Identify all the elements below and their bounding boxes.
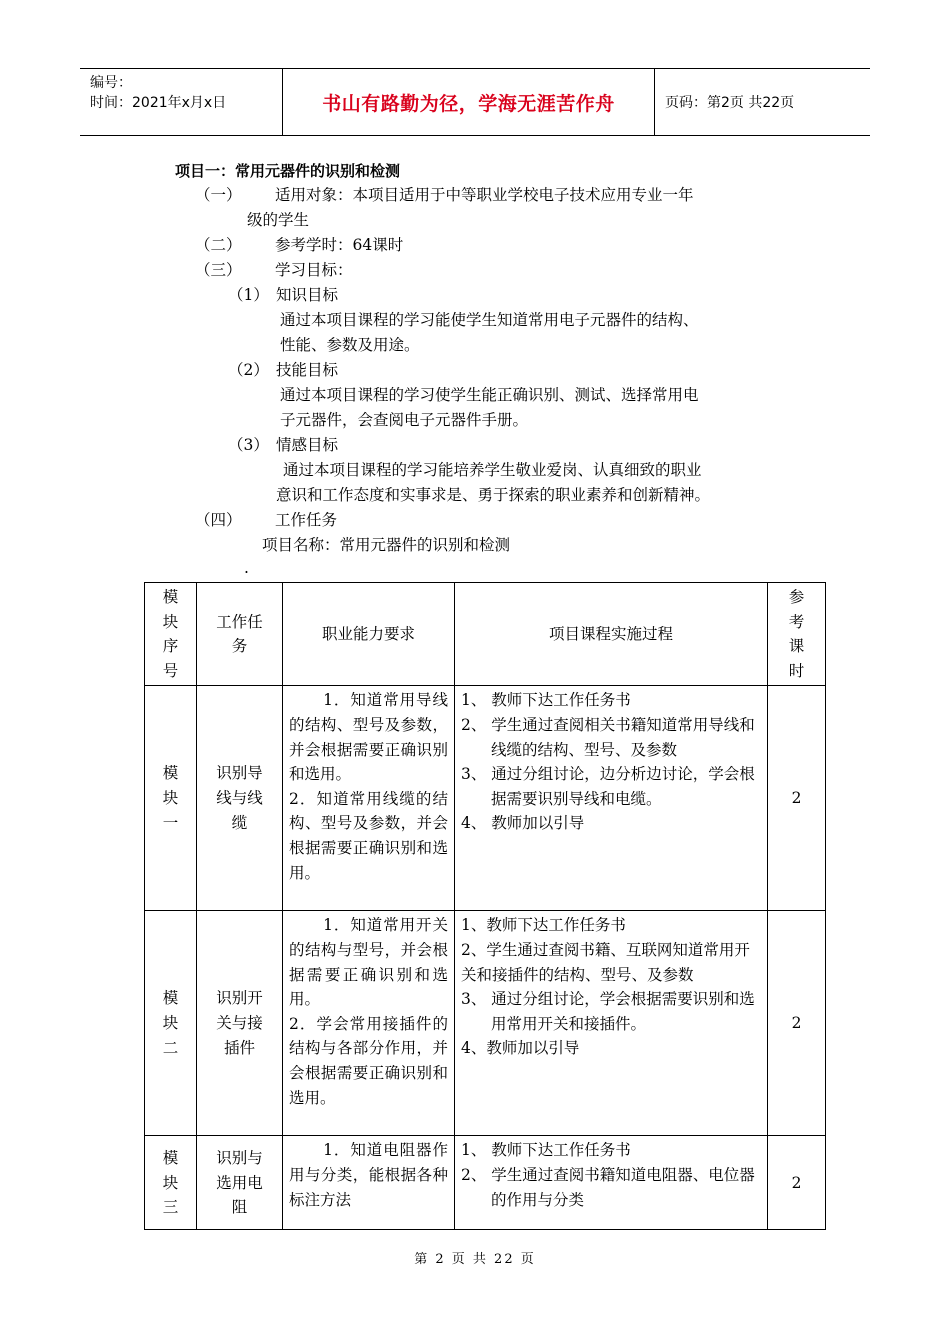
module-char: 一 xyxy=(162,813,179,832)
task-line: 识别导 xyxy=(216,764,263,783)
ability-item: 1．知道常用导线的结构、型号及参数，并会根据需要正确识别和选用。 xyxy=(289,691,448,784)
task-line: 识别开 xyxy=(216,989,263,1008)
module-cell xyxy=(145,686,197,911)
process-cell xyxy=(455,911,768,1136)
section-1 xyxy=(195,183,694,207)
ability-cell xyxy=(283,911,455,1136)
goal-1-title: 知识目标 xyxy=(276,286,339,304)
task-line: 阻 xyxy=(231,1198,248,1217)
goal-3-number: （3） xyxy=(228,436,269,454)
process-step: 4、 教师加以引导 xyxy=(461,814,585,833)
hours-cell: 2 xyxy=(768,686,826,911)
goal-2-line-a: 通过本项目课程的学习使学生能正确识别、测试、选择常用电 xyxy=(280,386,699,404)
process-step: 4、教师加以引导 xyxy=(461,1039,580,1058)
table-row xyxy=(145,911,826,1136)
goal-2-title: 技能目标 xyxy=(276,361,339,379)
doc-time-label: 时间：2021年x月x日 xyxy=(90,95,227,111)
header-hours-3: 课 xyxy=(788,637,805,656)
goal-1-line-a: 通过本项目课程的学习能使学生知道常用电子元器件的结构、 xyxy=(280,311,699,329)
table-row xyxy=(145,686,826,911)
process-step: 2、 学生通过查阅相关书籍知道常用导线和线缆的结构、型号、及参数 xyxy=(461,715,755,759)
task-cell xyxy=(197,911,283,1136)
module-char: 模 xyxy=(162,989,179,1008)
process-step: 2、学生通过查阅书籍、互联网知道常用开关和接插件的结构、型号、及参数 xyxy=(461,940,750,984)
goal-3-line-b: 意识和工作态度和实事求是、勇于探索的职业素养和创新精神。 xyxy=(276,486,711,504)
module-char: 三 xyxy=(162,1198,179,1217)
ability-item: 2．学会常用接插件的结构与各部分作用，并会根据需要正确识别和选用。 xyxy=(289,1014,448,1107)
module-char: 块 xyxy=(162,1173,179,1192)
stray-dot: . xyxy=(244,559,249,577)
ability-item: 2．知道常用线缆的结构、型号及参数，并会根据需要正确识别和选用。 xyxy=(289,789,448,882)
ability-cell xyxy=(283,1136,455,1230)
process-step: 1、 教师下达工作任务书 xyxy=(461,691,631,710)
task-cell xyxy=(197,686,283,911)
process-cell xyxy=(455,686,768,911)
process-cell xyxy=(455,1136,768,1230)
goal-1-line-b: 性能、参数及用途。 xyxy=(280,336,420,354)
goal-2-number: （2） xyxy=(228,361,269,379)
header-module-no xyxy=(145,583,197,686)
ability-item: 1．知道电阻器作用与分类，能根据各种标注方法 xyxy=(289,1141,448,1209)
section-2-text: 参考学时：64课时 xyxy=(275,236,404,254)
section-1-cont: 级的学生 xyxy=(247,211,310,229)
module-cell xyxy=(145,911,197,1136)
task-table xyxy=(144,582,826,1230)
process-step: 1、 教师下达工作任务书 xyxy=(461,1141,631,1160)
project-title: 项目一：常用元器件的识别和检测 xyxy=(175,162,401,180)
section-1-text: 适用对象：本项目适用于中等职业学校电子技术应用专业一年 xyxy=(275,186,694,204)
section-3 xyxy=(195,258,353,282)
module-char: 模 xyxy=(162,1148,179,1167)
header-hours xyxy=(768,583,826,686)
task-line: 识别与 xyxy=(216,1148,263,1167)
header-process: 项目课程实施过程 xyxy=(455,583,768,686)
section-4-text: 工作任务 xyxy=(275,511,338,529)
section-4 xyxy=(195,508,337,532)
header-hours-2: 考 xyxy=(788,612,805,631)
doc-code-label: 编号： xyxy=(90,75,132,91)
table-header-row xyxy=(145,583,826,686)
header-page-info: 页码：第2页 共22页 xyxy=(665,95,795,111)
header-task-2: 务 xyxy=(231,637,248,656)
header-hours-4: 时 xyxy=(788,661,805,680)
page-footer: 第 2 页 共 22 页 xyxy=(414,1252,536,1267)
section-3-number: （三） xyxy=(195,261,242,279)
header-ability: 职业能力要求 xyxy=(283,583,455,686)
header-task-1: 工作任 xyxy=(216,612,263,631)
process-step: 2、 学生通过查阅书籍知道电阻器、电位器的作用与分类 xyxy=(461,1165,755,1209)
section-4-number: （四） xyxy=(195,511,242,529)
task-cell xyxy=(197,1136,283,1230)
module-char: 模 xyxy=(162,764,179,783)
process-step: 3、 通过分组讨论，学会根据需要识别和选用常用开关和接插件。 xyxy=(461,990,755,1033)
module-char: 二 xyxy=(162,1038,179,1057)
goal-2-line-b: 子元器件，会查阅电子元器件手册。 xyxy=(280,411,529,429)
section-1-number: （一） xyxy=(195,186,242,204)
process-step: 3、 通过分组讨论，边分析边讨论，学会根据需要识别导线和电缆。 xyxy=(461,765,755,808)
goal-3-title: 情感目标 xyxy=(276,436,339,454)
section-2 xyxy=(195,233,403,257)
header-module-no-1: 模 xyxy=(162,588,179,606)
ability-item: 1．知道常用开关的结构与型号，并会根据需要正确识别和选用。 xyxy=(289,916,448,1009)
page-header xyxy=(80,68,870,136)
goal-2 xyxy=(228,358,338,382)
header-motto: 书山有路勤为径，学海无涯苦作舟 xyxy=(283,69,655,135)
module-char: 块 xyxy=(162,1014,179,1033)
header-module-no-2: 块 xyxy=(162,612,179,631)
section-3-text: 学习目标： xyxy=(275,261,353,279)
header-module-no-3: 序 xyxy=(162,637,179,656)
task-line: 缆 xyxy=(231,813,248,832)
header-hours-1: 参 xyxy=(788,588,805,606)
module-char: 块 xyxy=(162,789,179,808)
ability-cell xyxy=(283,686,455,911)
goal-1-number: （1） xyxy=(228,286,269,304)
task-line: 插件 xyxy=(223,1038,255,1057)
hours-cell: 2 xyxy=(768,911,826,1136)
hours-cell: 2 xyxy=(768,1136,826,1230)
module-cell xyxy=(145,1136,197,1230)
header-meta xyxy=(80,69,283,135)
goal-3-line-a: 通过本项目课程的学习能培养学生敬业爱岗、认真细致的职业 xyxy=(283,461,702,479)
process-step: 1、教师下达工作任务书 xyxy=(461,916,626,935)
task-line: 关与接 xyxy=(216,1014,263,1033)
header-module-no-4: 号 xyxy=(162,661,179,680)
project-name: 项目名称：常用元器件的识别和检测 xyxy=(262,536,511,554)
section-2-number: （二） xyxy=(195,236,242,254)
task-line: 线与线 xyxy=(216,789,263,808)
task-line: 选用电 xyxy=(216,1173,263,1192)
goal-1 xyxy=(228,283,338,307)
header-task xyxy=(197,583,283,686)
goal-3 xyxy=(228,433,338,457)
table-row xyxy=(145,1136,826,1230)
